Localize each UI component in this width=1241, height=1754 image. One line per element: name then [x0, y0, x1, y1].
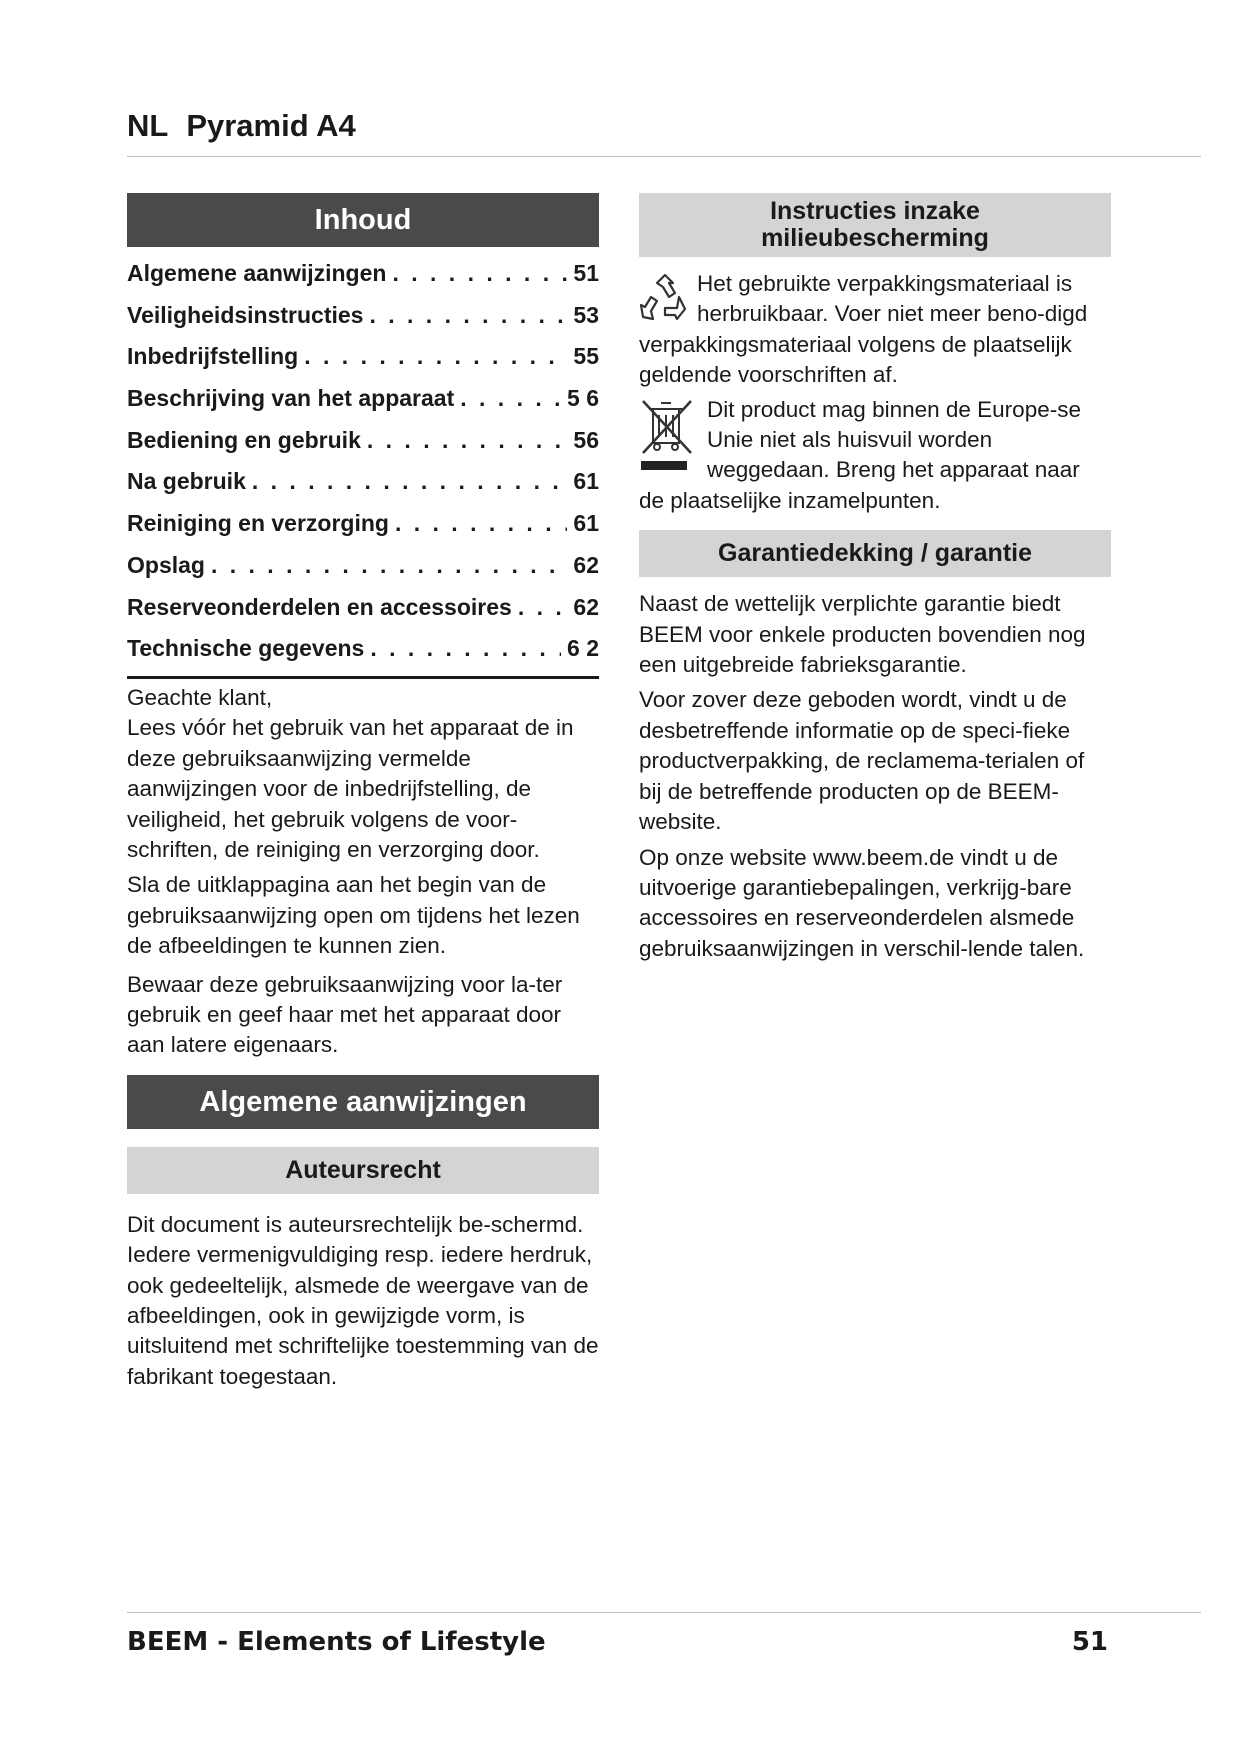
- toc-leader-dots: [518, 587, 568, 629]
- toc-leader-dots: [252, 461, 568, 503]
- toc-leader-dots: [367, 420, 568, 462]
- toc-entry: [127, 545, 599, 587]
- table-of-contents: [127, 253, 599, 679]
- toc-entry-page: 55: [573, 343, 599, 370]
- toc-entry-page: 62: [573, 551, 599, 578]
- toc-entry-title: Reserveonderdelen en accessoires: [127, 593, 512, 620]
- toc-entry-page: 61: [573, 510, 599, 537]
- left-column: [127, 193, 599, 1392]
- toc-entry: [127, 295, 599, 337]
- page-header: [127, 108, 1201, 157]
- page-number: 51: [1071, 1627, 1108, 1657]
- toc-leader-dots: [211, 545, 567, 587]
- toc-entry-page: 53: [573, 301, 599, 328]
- crossed-bin-icon: [639, 397, 697, 485]
- recycle-text: Het gebruikte verpakkingsmateriaal is herbruikbaar. Voer niet meer beno-digd verpakkingsmateriaal volgens de plaatselijk geldende voorschriften af.: [639, 271, 1088, 388]
- toc-leader-dots: [460, 378, 561, 420]
- toc-entry-title: Na gebruik: [127, 468, 246, 495]
- toc-entry: [127, 253, 599, 295]
- toc-entry: [127, 628, 599, 670]
- toc-entry-title: Bediening en gebruik: [127, 426, 361, 453]
- toc-entry-title: Algemene aanwijzingen: [127, 260, 387, 286]
- toc-entry: [127, 461, 599, 503]
- intro-section: [127, 683, 599, 1061]
- weee-note: [639, 395, 1111, 517]
- toc-entry-page: 51: [573, 260, 599, 286]
- toc-entry-page: 56: [573, 426, 599, 453]
- warranty-heading: Garantiedekking / garantie: [639, 530, 1111, 577]
- toc-leader-dots: [370, 628, 561, 670]
- toc-entry-title: Opslag: [127, 551, 205, 578]
- toc-leader-dots: [304, 336, 567, 378]
- intro-paragraph-2: Sla de uitklappagina aan het begin van de gebruiksaanwijzing open om tijdens het lezen de afbeeldingen te kunnen zien.: [127, 872, 580, 959]
- toc-leader-dots: [369, 295, 567, 337]
- toc-leader-dots: [392, 253, 567, 295]
- salutation: Geachte klant,: [127, 684, 273, 710]
- toc-entry: [127, 378, 599, 420]
- warranty-paragraph-1: Naast de wettelijk verplichte garantie biedt BEEM voor enkele producten bovendien nog een uitgebreide fabrieksgarantie.: [639, 591, 1086, 678]
- recycle-icon: [639, 271, 691, 329]
- toc-entry-title: Reiniging en verzorging: [127, 510, 389, 537]
- toc-entry-title: Technische gegevens: [127, 635, 365, 662]
- toc-entry: [127, 503, 599, 545]
- toc-entry-page: 5 6: [567, 385, 599, 412]
- warranty-paragraph-2: Voor zover deze geboden wordt, vindt u de desbetreffende informatie op de speci-fieke productverpakking, de reclamema-terialen of bij de betreffende producten op de BEEM-website.: [639, 687, 1085, 835]
- weee-text: Dit product mag binnen de Europe-se Unie niet als huisvuil worden weggedaan. Breng het apparaat naar de plaatselijke inzamelpunten.: [639, 396, 1081, 513]
- warranty-paragraph-3: Op onze website www.beem.de vindt u de uitvoerige garantiebepalingen, verkrijg-bare accessoires en reserveonderdelen alsmede gebruiksaanwijzingen in verschil-lende talen.: [639, 844, 1085, 961]
- toc-entry-title: Veiligheidsinstructies: [127, 301, 364, 328]
- toc-heading: Inhoud: [127, 193, 599, 247]
- toc-entry: [127, 420, 599, 462]
- toc-entry-page: 61: [573, 468, 599, 495]
- environment-heading-line-2: milieubescherming: [761, 224, 989, 252]
- product-title: Pyramid A4: [186, 108, 356, 143]
- toc-leader-dots: [395, 503, 567, 545]
- environment-heading-line-1: Instructies inzake: [770, 197, 980, 225]
- toc-entry-title: Inbedrijfstelling: [127, 343, 299, 370]
- footer-brand: BEEM - Elements of Lifestyle: [127, 1627, 546, 1657]
- toc-entry-page: 6 2: [567, 635, 599, 662]
- intro-paragraph-1: Lees vóór het gebruik van het apparaat de in deze gebruiksaanwijzing vermelde aanwijzingen voor de inbedrijfstelling, de veiligheid, het gebruik volgens de voor-schriften, de reiniging en verzorging door.: [127, 715, 574, 862]
- language-code: NL: [127, 108, 169, 143]
- toc-entry: [127, 587, 599, 629]
- general-heading: Algemene aanwijzingen: [127, 1075, 599, 1129]
- toc-entry-title: Beschrijving van het apparaat: [127, 385, 455, 412]
- right-column: [639, 193, 1111, 964]
- environment-heading: [639, 193, 1111, 257]
- intro-paragraph-3: Bewaar deze gebruiksaanwijzing voor la-ter gebruik en geef haar met het apparaat door aan latere eigenaars.: [127, 971, 563, 1058]
- copyright-heading: Auteursrecht: [127, 1147, 599, 1194]
- recycle-note: [639, 269, 1111, 391]
- copyright-text: Dit document is auteursrechtelijk be-schermd. Iedere vermenigvuldiging resp. iedere herdruk, ook gedeeltelijk, alsmede de weergave van de afbeeldingen, ook in gewijzigde vorm, is uitsluitend met schriftelijke toestemming van de fabrikant toegestaan.: [127, 1211, 599, 1389]
- page-footer: [127, 1612, 1201, 1657]
- toc-entry-page: 62: [573, 593, 599, 620]
- toc-entry: [127, 336, 599, 378]
